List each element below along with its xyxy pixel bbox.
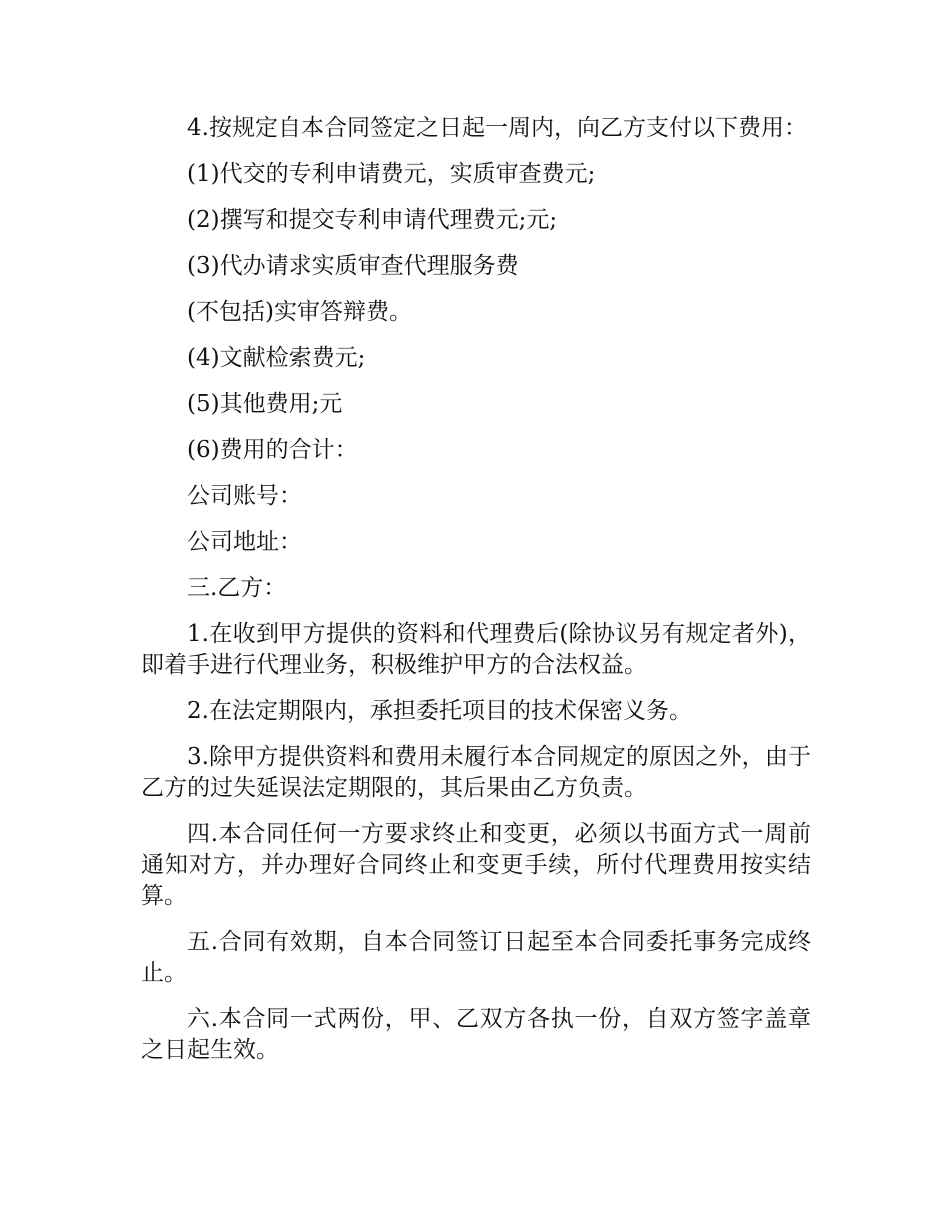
paragraph-copies-effective: 六.本合同一式两份，甲、乙双方各执一份，自双方签字盖章之日起生效。 xyxy=(141,1006,811,1063)
paragraph-fee-item-3-note: (不包括)实审答辩费。 xyxy=(187,299,412,325)
paragraph-validity-period: 五.合同有效期，自本合同签订日起至本合同委托事务完成终止。 xyxy=(141,929,811,986)
paragraph-party-b-duty-1: 1.在收到甲方提供的资料和代理费后(除协议另有规定者外)，即着手进行代理业务，积极维护甲方的合法权益。 xyxy=(141,621,811,678)
section-heading-party-b: 三.乙方： xyxy=(187,575,287,601)
paragraph-fee-payment: 4.按规定自本合同签定之日起一周内，向乙方支付以下费用： xyxy=(187,115,807,141)
document-body xyxy=(141,113,811,1081)
paragraph-termination: 四.本合同任何一方要求终止和变更，必须以书面方式一周前通知对方，并办理好合同终止和变更手续，所付代理费用按实结算。 xyxy=(141,821,811,909)
paragraph-party-b-duty-2: 2.在法定期限内，承担委托项目的技术保密义务。 xyxy=(187,698,692,724)
paragraph-fee-item-2: (2)撰写和提交专利申请代理费元;元; xyxy=(187,207,558,233)
paragraph-fee-item-5: (5)其他费用;元 xyxy=(187,391,343,417)
paragraph-fee-item-3: (3)代办请求实质审查代理服务费 xyxy=(187,253,519,279)
paragraph-fee-item-6: (6)费用的合计： xyxy=(187,437,358,463)
paragraph-party-b-duty-3: 3.除甲方提供资料和费用未履行本合同规定的原因之外，由于乙方的过失延误法定期限的，其后果由乙方负责。 xyxy=(141,744,811,801)
paragraph-fee-item-1: (1)代交的专利申请费元，实质审查费元; xyxy=(187,161,596,187)
paragraph-company-address: 公司地址： xyxy=(187,529,302,555)
paragraph-company-account: 公司账号： xyxy=(187,483,302,509)
paragraph-fee-item-4: (4)文献检索费元; xyxy=(187,345,366,371)
